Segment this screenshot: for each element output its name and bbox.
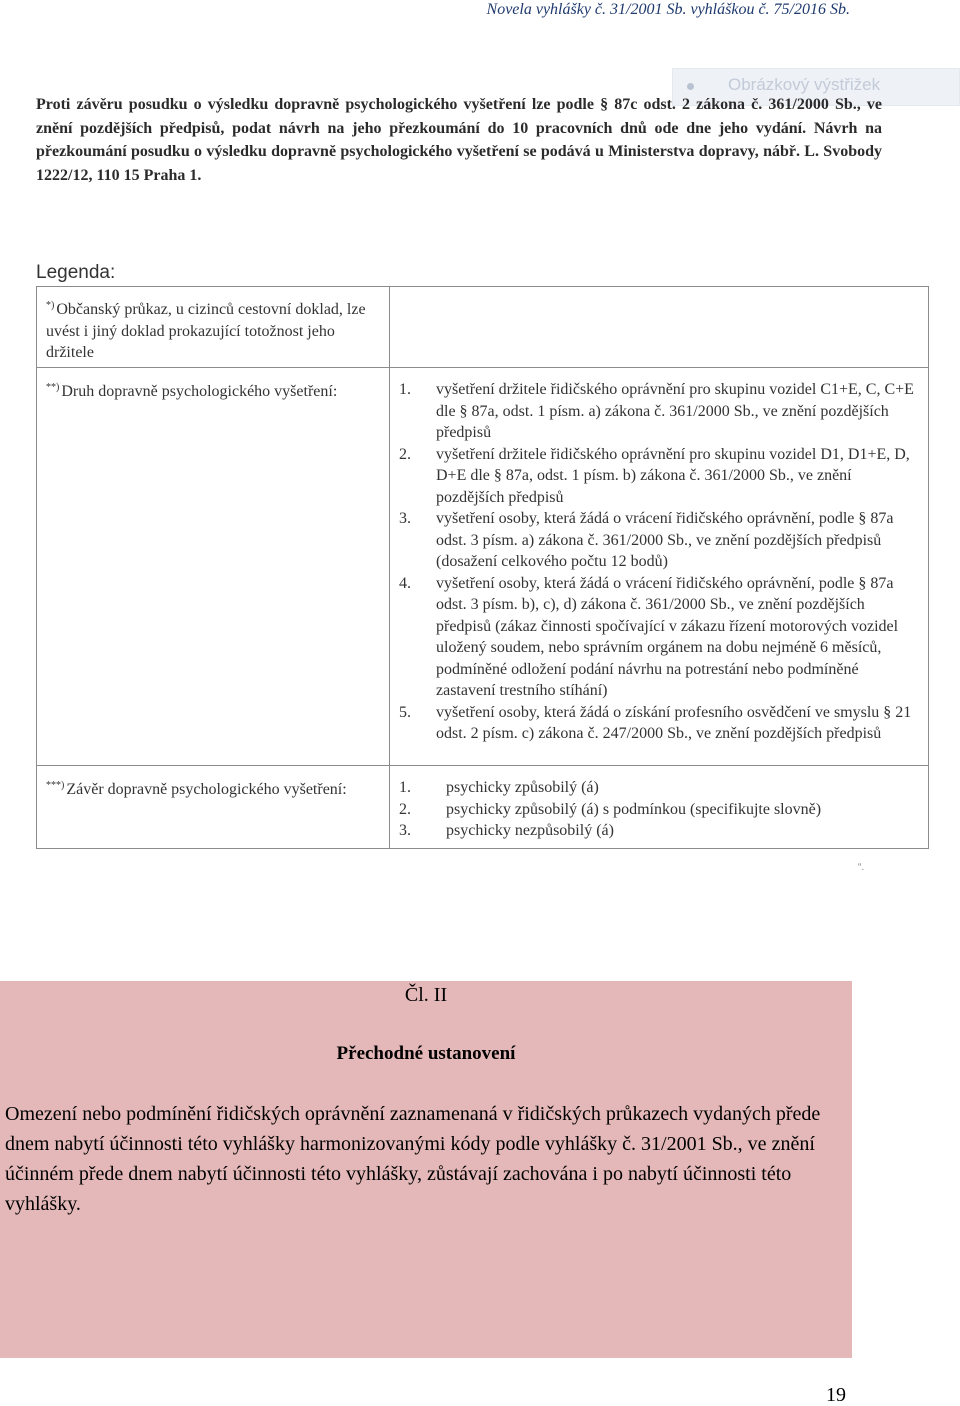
legend-row-conclusion bbox=[46, 775, 376, 801]
running-header: Novela vyhlášky č. 31/2001 Sb. vyhláškou č. 75/2016 Sb. bbox=[486, 1, 850, 18]
list-item: 1. psychicky způsobilý (á) bbox=[399, 779, 599, 796]
row-divider bbox=[37, 765, 928, 766]
list-item: 3. psychicky nezpůsobilý (á) bbox=[399, 822, 614, 839]
table-divider bbox=[389, 287, 390, 848]
list-item: 2. vyšetření držitele řidičského oprávnění pro skupinu vozidel D1, D1+E, D, D+E dle § 87a, odst. 1 písm. b) zákona č. 361/2000 Sb., ve znění pozdějších předpisů bbox=[399, 445, 910, 506]
legend-row-text: Občanský průkaz, u cizinců cestovní doklad, lze uvést i jiný doklad prokazující totožnost jeho držitele bbox=[46, 301, 366, 361]
list-item: 4. vyšetření osoby, která žádá o vrácení řidičského oprávnění, podle § 87a odst. 3 písm. b), c), d) zákona č. 361/2000 Sb., ve znění pozdějších předpisů (zákaz činnosti spočívající v zákazu řízení motorových vozidel uložený soudem, nebo správním orgánem na dobu nejméně 6 měsíců, podmíněné odložení podání návrhu na potrestání nebo podmíněné zastavení trestního stíhání) bbox=[399, 574, 899, 699]
legend-table bbox=[36, 286, 929, 849]
article-number: Čl. II bbox=[404, 984, 448, 1006]
list-item: 5. vyšetření osoby, která žádá o získání profesního osvědčení ve smyslu § 21 odst. 2 písm. c) zákona č. 247/2000 Sb., ve znění pozdějších předpisů bbox=[399, 703, 912, 742]
stamp-label: Obrázkový výstřižek bbox=[728, 75, 881, 94]
amendment-highlight bbox=[0, 981, 852, 1358]
legend-row-id-doc bbox=[46, 295, 376, 364]
list-item: 1. vyšetření držitele řidičského oprávnění pro skupinu vozidel C1+E, C, C+E dle § 87a, odst. 1 písm. a) zákona č. 361/2000 Sb., ve znění pozdějších předpisů bbox=[399, 381, 914, 441]
footnote-mark: **) bbox=[46, 382, 60, 393]
row-divider bbox=[37, 367, 928, 368]
legend-row-exam-type bbox=[46, 377, 376, 403]
appeal-paragraph: Proti závěru posudku o výsledku dopravně psychologického vyšetření lze podle § 87c odst. 2 zákona č. 361/2000 Sb., ve znění pozdějších předpisů, podat návrh na jeho přezkoumání do 10 pracovních dnů ode dne jeho vydání. Návrh na přezkoumání posudku o výsledku dopravně psychologického vyšetření se podává u Ministerstva dopravy, nábř. L. Svobody 1222/12, 110 15 Praha 1. bbox=[36, 96, 882, 184]
conclusion-list bbox=[399, 777, 921, 842]
legend-title: Legenda: bbox=[36, 262, 116, 283]
closing-quote-mark: “. bbox=[858, 862, 865, 873]
legend-row-label: Závěr dopravně psychologického vyšetření: bbox=[66, 781, 347, 798]
list-item: 3. vyšetření osoby, která žádá o vrácení řidičského oprávnění, podle § 87a odst. 3 písm. a) zákona č. 361/2000 Sb., ve znění pozdějších předpisů (dosažení celkového počtu 12 bodů) bbox=[399, 510, 894, 570]
list-item: 2. psychicky způsobilý (á) s podmínkou (specifikujte slovně) bbox=[399, 800, 822, 818]
article-body: Omezení nebo podmínění řidičských oprávnění zaznamenaná v řidičských průkazech vydaných přede dnem nabytí účinnosti této vyhlášky harmonizovanými kódy podle vyhlášky č. 31/2001 Sb., ve znění účinném přede dnem nabytí účinnosti této vyhlášky, zůstávají zachována i po nabytí účinnosti této vyhlášky. bbox=[5, 1103, 821, 1215]
stamp-dot-icon bbox=[687, 83, 694, 90]
footnote-mark: *) bbox=[46, 300, 55, 311]
article-title: Přechodné ustanovení bbox=[336, 1043, 516, 1064]
footnote-mark: ***) bbox=[46, 780, 65, 791]
page-number: 19 bbox=[826, 1384, 846, 1406]
legend-row-label: Druh dopravně psychologického vyšetření: bbox=[61, 383, 338, 400]
exam-type-list bbox=[399, 379, 921, 745]
